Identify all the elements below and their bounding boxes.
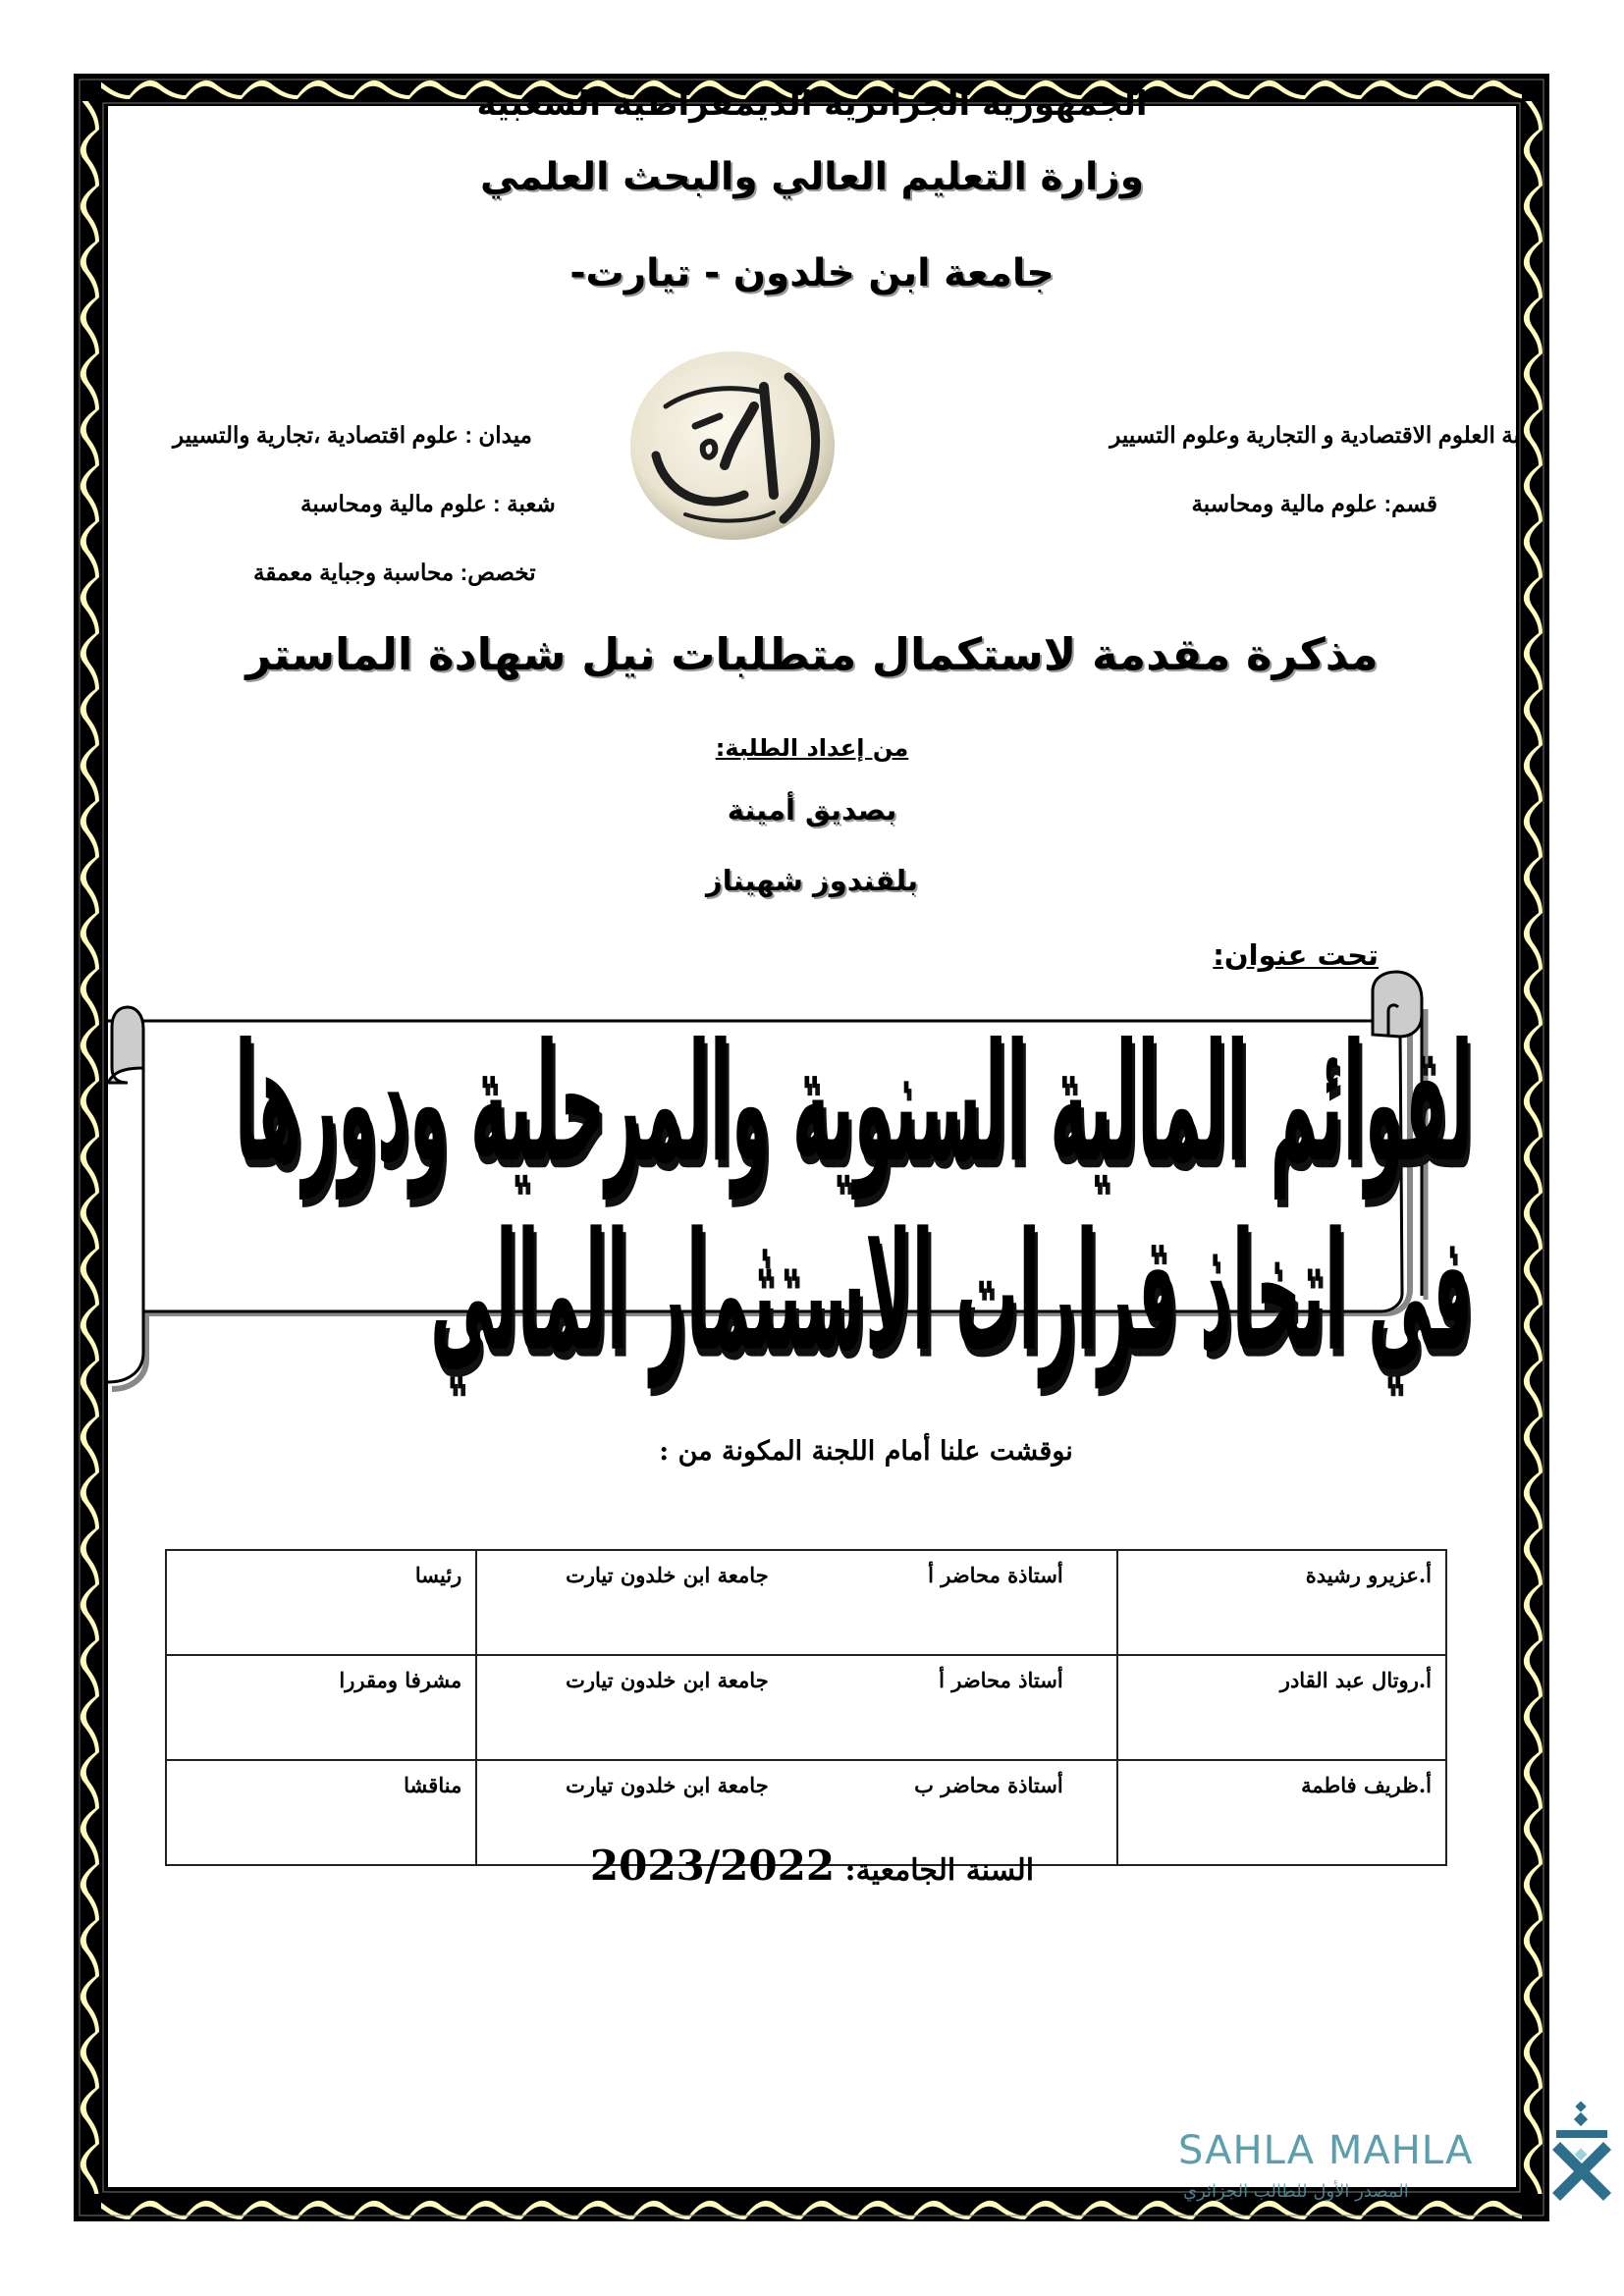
member-institution: جامعة ابن خلدون تيارت <box>566 1773 769 1797</box>
specialty-label: تخصص: محاسبة وجباية معمقة <box>253 560 536 585</box>
student-name: بصديق أمينة <box>727 793 897 827</box>
member-name: أ.عزيرو رشيدة <box>1117 1550 1446 1655</box>
thesis-title-text: لقوائم المالية السنوية والمرحلية ودورها في اتخاذ قرارات الاستثمار المالي <box>235 1011 1473 1390</box>
member-rank: أستاذ محاضر أ <box>939 1668 1063 1692</box>
ministry-title: وزارة التعليم العالي والبحث العلمي <box>479 155 1145 199</box>
member-name: أ.روتال عبد القادر <box>1117 1655 1446 1760</box>
faculty-label: بة العلوم الاقتصادية و التجارية وعلوم التسيير <box>1110 422 1520 448</box>
academic-year <box>108 1842 1516 1890</box>
university-logo-icon <box>626 347 839 544</box>
student-name: بلقندوز شهيناز <box>706 864 918 897</box>
member-role: مناقشا <box>166 1760 476 1865</box>
member-name: أ.ظريف فاطمة <box>1117 1760 1446 1865</box>
cover-page <box>108 84 1520 2187</box>
thesis-title <box>187 1011 1473 1390</box>
member-institution: جامعة ابن خلدون تيارت <box>566 1563 769 1587</box>
prepared-by-label: من إعداد الطلبة: <box>715 734 909 762</box>
member-institution: جامعة ابن خلدون تيارت <box>566 1668 769 1692</box>
branch-label: شعبة : علوم مالية ومحاسبة <box>300 491 556 516</box>
under-title-label: تحت عنوان: <box>1213 938 1379 972</box>
department-label: قسم: علوم مالية ومحاسبة <box>1191 491 1437 516</box>
watermark-logo-icon <box>1546 2101 1617 2207</box>
watermark-brand: SAHLA MAHLA <box>1178 2128 1474 2173</box>
member-rank: أستاذة محاضر أ <box>928 1563 1063 1587</box>
member-role: رئيسا <box>166 1550 476 1655</box>
table-row <box>166 1655 1446 1760</box>
memo-title: مذكرة مقدمة لاستكمال متطلبات نيل شهادة الماستر <box>245 628 1379 680</box>
member-role: مشرفا ومقررا <box>166 1655 476 1760</box>
member-rank: أستاذة محاضر ب <box>914 1773 1063 1797</box>
academic-year-label: السنة الجامعية: <box>844 1853 1035 1888</box>
academic-year-value: 2023/2022 <box>589 1842 836 1890</box>
university-title: جامعة ابن خلدون - تيارت- <box>569 251 1055 295</box>
domain-label: ميدان : علوم اقتصادية ،تجارية والتسيير <box>173 422 532 448</box>
watermark-tagline: المصدر الأول للطالب الجزائري <box>1183 2181 1409 2202</box>
committee-intro: نوقشت علنا أمام اللجنة المكونة من : <box>659 1436 1073 1467</box>
table-row <box>166 1550 1446 1655</box>
republic-header-clipped: الجمهورية الجزائرية الديمقراطية الشعبية <box>476 84 1148 124</box>
committee-table <box>165 1549 1447 1866</box>
